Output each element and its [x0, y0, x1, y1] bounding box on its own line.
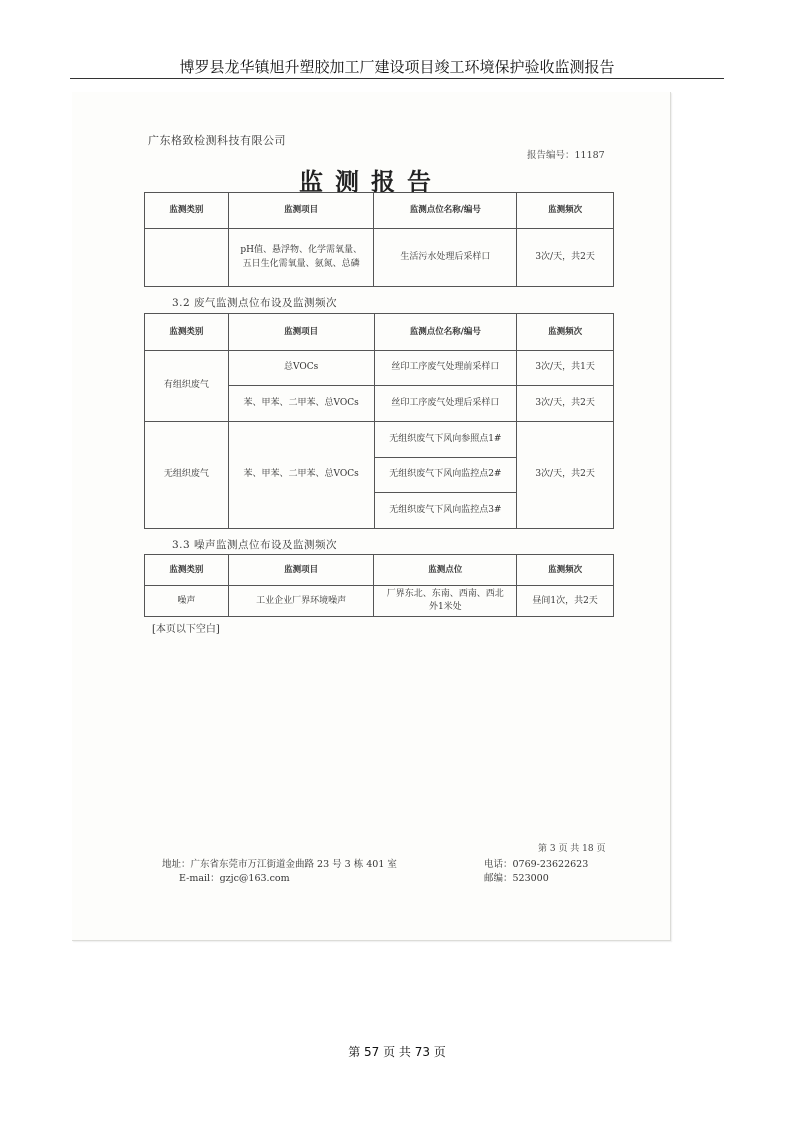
report-title: 监测报告 — [299, 168, 443, 196]
cell-frequency: 3次/天，共2天 — [517, 422, 614, 529]
table-header-row — [145, 193, 614, 229]
cell-items-line: pH值、悬浮物、化学需氧量、 — [240, 245, 362, 256]
table-header-row — [145, 555, 614, 586]
page-header-title: 博罗县龙华镇旭升塑胶加工厂建设项目竣工环境保护验收监测报告 — [179, 58, 615, 76]
section-title-waste-gas: 3.2 废气监测点位布设及监测频次 — [172, 297, 338, 309]
cell-category: 有组织废气 — [145, 351, 229, 422]
header-items: 监测项目 — [228, 314, 374, 351]
cell-point-line: 外1米处 — [428, 602, 462, 613]
cell-frequency: 3次/天，共1天 — [517, 351, 614, 386]
table-header-row — [145, 314, 614, 351]
header-divider — [70, 78, 724, 79]
cell-point: 无组织废气下风向监控点3# — [374, 493, 517, 529]
blank-below-note: [本页以下空白] — [152, 624, 220, 635]
waste-gas-monitoring-table — [144, 313, 614, 529]
cell-items: 工业企业厂界环境噪声 — [228, 586, 374, 617]
cell-items-line: 五日生化需氧量、氨氮、总磷 — [242, 258, 360, 269]
cell-category — [145, 229, 229, 287]
wastewater-monitoring-table — [144, 192, 614, 287]
cell-point: 无组织废气下风向参照点1# — [374, 422, 517, 458]
table-row — [145, 351, 614, 386]
company-postcode: 邮编：523000 — [484, 873, 549, 884]
company-phone: 电话：0769-23622623 — [484, 859, 589, 870]
cell-frequency: 3次/天，共2天 — [517, 386, 614, 422]
table-row — [145, 422, 614, 458]
noise-monitoring-table — [144, 554, 614, 617]
cell-items: 苯、甲苯、二甲苯、总VOCs — [228, 386, 374, 422]
company-name: 广东格致检测科技有限公司 — [148, 134, 286, 147]
cell-category: 无组织废气 — [145, 422, 229, 529]
header-frequency: 监测频次 — [517, 193, 614, 229]
cell-frequency: 昼间1次，共2天 — [517, 586, 614, 617]
report-number: 报告编号：11187 — [527, 150, 605, 161]
cell-point: 无组织废气下风向监控点2# — [374, 458, 517, 493]
cell-point — [374, 586, 517, 617]
cell-items — [228, 229, 374, 287]
table-row — [145, 229, 614, 287]
section-title-noise: 3.3 噪声监测点位布设及监测频次 — [172, 539, 338, 551]
header-category: 监测类别 — [145, 314, 229, 351]
header-category: 监测类别 — [145, 555, 229, 586]
header-frequency: 监测频次 — [517, 314, 614, 351]
header-category: 监测类别 — [145, 193, 229, 229]
cell-point: 丝印工序废气处理前采样口 — [374, 351, 517, 386]
table-row — [145, 586, 614, 617]
company-address: 地址：广东省东莞市万江街道金曲路 23 号 3 栋 401 室 — [162, 859, 397, 870]
cell-items: 苯、甲苯、二甲苯、总VOCs — [228, 422, 374, 529]
cell-point: 丝印工序废气处理后采样口 — [374, 386, 517, 422]
header-point: 监测点位 — [374, 555, 517, 586]
company-email: E-mail：gzjc@163.com — [179, 873, 290, 884]
inner-page-number: 第 3 页 共 18 页 — [538, 844, 606, 854]
cell-point: 生活污水处理后采样口 — [374, 229, 517, 287]
cell-point-line: 厂界东北、东南、西南、西北 — [386, 589, 504, 599]
header-point: 监测点位名称/编号 — [374, 314, 517, 351]
scanned-report-page — [72, 92, 671, 941]
header-items: 监测项目 — [228, 193, 374, 229]
cell-category: 噪声 — [145, 586, 229, 617]
header-point: 监测点位名称/编号 — [374, 193, 517, 229]
header-frequency: 监测频次 — [517, 555, 614, 586]
page-footer-number: 第 57 页 共 73 页 — [348, 1045, 446, 1059]
header-items: 监测项目 — [228, 555, 374, 586]
cell-items: 总VOCs — [228, 351, 374, 386]
cell-frequency: 3次/天，共2天 — [517, 229, 614, 287]
